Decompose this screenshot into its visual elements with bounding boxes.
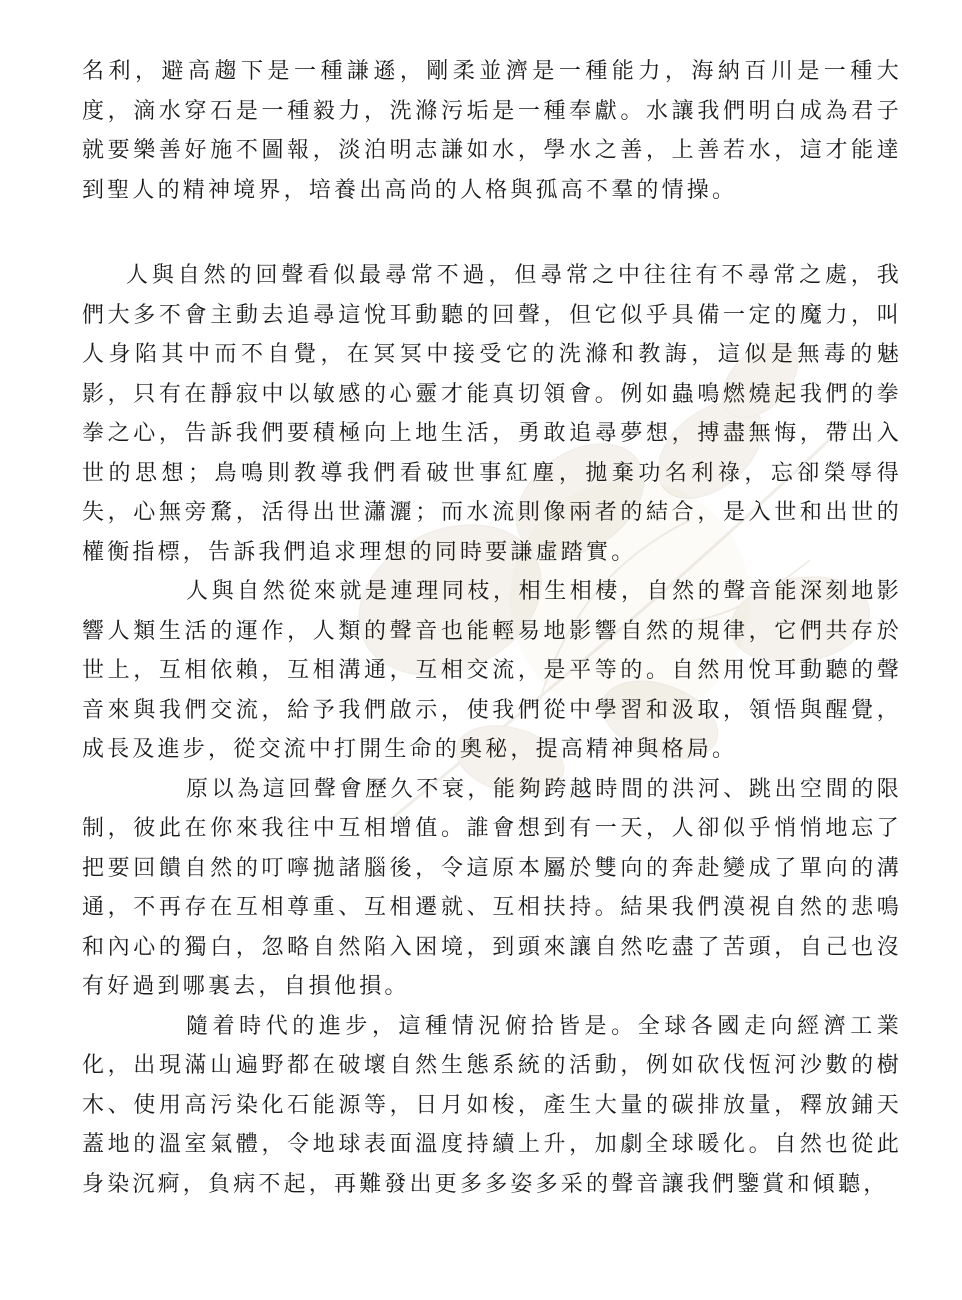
paragraph-1: 名利，避高趨下是一種謙遜，剛柔並濟是一種能力，海納百川是一種大度，滴水穿石是一種毅力，洗滌污垢是一種奉獻。水讓我們明白成為君子就要樂善好施不圖報，淡泊明志謙如水，學水之善，上善若水，這才能達到聖人的精神境界，培養出高尚的人格與孤高不羣的情操。 xyxy=(82,59,902,203)
paragraph-2: 人與自然的回聲看似最尋常不過，但尋常之中往往有不尋常之處，我們大多不會主動去追尋這悅耳動聽的回聲，但它似乎具備一定的魔力，叫人身陷其中而不自覺，在冥冥中接受它的洗滌和教誨，這似是無毒的魅影，只有在靜寂中以敏感的心靈才能真切領會。例如蟲鳴燃燒起我們的拳拳之心，告訴我們要積極向上地生活，勇敢追尋夢想，搏盡無悔，帶出入世的思想；鳥鳴則教導我們看破世事紅塵，拋棄功名利祿，忘卻榮辱得失，心無旁騖，活得出世瀟灑；而水流則像兩者的結合，是入世和出世的權衡指標，告訴我們追求理想的同時要謙虛踏實。 xyxy=(82,263,902,565)
article-body xyxy=(82,52,902,1204)
paragraph-gap xyxy=(82,210,902,256)
paragraph-3: 人與自然從來就是連理同枝，相生相棲，自然的聲音能深刻地影響人類生活的運作，人類的聲音也能輕易地影響自然的規律，它們共存於世上，互相依賴，互相溝通，互相交流，是平等的。自然用悅耳動聽的聲音來與我們交流，給予我們啟示，使我們從中學習和汲取，領悟與醒覺，成長及進步，從交流中打開生命的奧秘，提高精神與格局。 xyxy=(82,579,902,762)
paragraph-5: 隨着時代的進步，這種情況俯拾皆是。全球各國走向經濟工業化，出現滿山遍野都在破壞自然生態系統的活動，例如砍伐恆河沙數的樹木、使用高污染化石能源等，日月如梭，產生大量的碳排放量，釋放鋪天蓋地的溫室氣體，令地球表面溫度持續上升，加劇全球暖化。自然也從此身染沉痾，負病不起，再難發出更多多姿多采的聲音讓我們鑒賞和傾聽， xyxy=(82,1013,902,1197)
paragraph-4: 原以為這回聲會歷久不衰，能夠跨越時間的洪河、跳出空間的限制，彼此在你來我往中互相增值。誰會想到有一天，人卻似乎悄悄地忘了把要回饋自然的叮嚀拋諸腦後，令這原本屬於雙向的奔赴變成了單向的溝通，不再存在互相尊重、互相遷就、互相扶持。結果我們漠視自然的悲鳴和內心的獨白，忽略自然陷入困境，到頭來讓自然吃盡了苦頭，自己也沒有好過到哪裏去，自損他損。 xyxy=(82,776,902,999)
